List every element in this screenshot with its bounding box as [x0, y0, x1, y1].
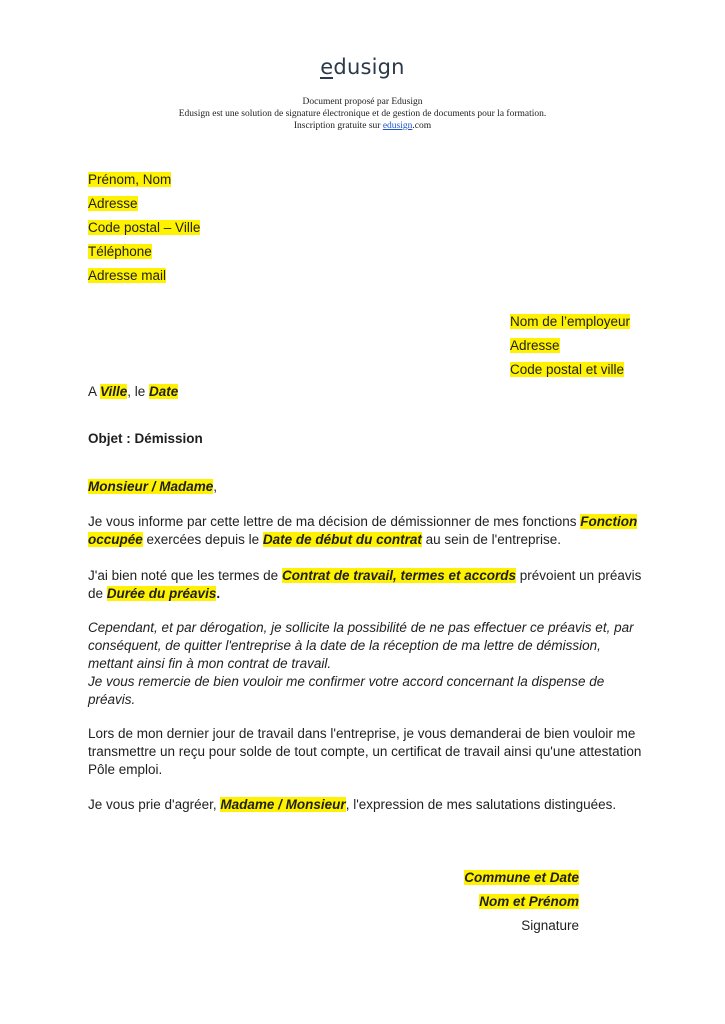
paragraph-waiver: [88, 619, 648, 709]
p1-role: Fonction occupée: [88, 514, 638, 547]
sender-address: Adresse: [88, 196, 138, 211]
p2-text-1: J'ai bien noté que les termes de: [88, 568, 282, 583]
p2-notice: Durée du préavis: [106, 586, 217, 601]
salutation-comma: ,: [213, 479, 218, 494]
letter-date: Date: [149, 384, 179, 399]
paragraph-documents: Lors de mon dernier jour de travail dans l'entreprise, je vous demanderai de bien vouloir me transmettre un reçu pour solde de tout compte, un certificat de travail ainsi qu'une attestation Pôle emploi.: [88, 726, 642, 777]
intro-block: [0, 96, 725, 132]
recipient-postal-city: Code postal et ville: [510, 362, 625, 377]
intro-line-3-prefix: Inscription gratuite sur: [293, 121, 383, 131]
paragraph-resignation: [88, 513, 648, 549]
place-date-prefix: A: [88, 384, 101, 399]
closing-title: Madame / Monsieur: [220, 797, 346, 812]
p1-start-date: Date de début du contrat: [262, 532, 422, 547]
intro-line-1: Document proposé par Edusign: [302, 97, 423, 107]
paragraph-notice: [88, 567, 648, 603]
p2-text-3: .: [216, 586, 221, 601]
p3-line-2: Je vous remercie de bien vouloir me confirmer votre accord concernant la dispense de préavis.: [88, 674, 605, 707]
signature-name: Nom et Prénom: [479, 894, 579, 909]
logo-text: dusign: [333, 55, 405, 79]
p1-text-2: exercées depuis le: [142, 532, 263, 547]
signature-block: [464, 866, 579, 938]
sender-email: Adresse mail: [88, 268, 167, 283]
closing-text-1: Je vous prie d'agréer,: [88, 797, 221, 812]
signature-place-date: Commune et Date: [464, 870, 579, 885]
p2-contract: Contrat de travail, termes et accords: [281, 568, 517, 583]
recipient-employer: Nom de l’employeur: [510, 314, 631, 329]
sender-name: Prénom, Nom: [88, 172, 172, 187]
p1-text-1: Je vous informe par cette lettre de ma décision de démissionner de mes fonctions: [88, 514, 581, 529]
signature-label: Signature: [521, 918, 579, 933]
p3-line-1: Cependant, et par dérogation, je sollicite la possibilité de ne pas effectuer ce préavis et, par conséquent, de quitter l'entreprise à la date de la réception de ma lettre de démission, mettant ainsi fin à mon contrat de travail.: [88, 620, 634, 671]
closing-line: [88, 796, 648, 814]
edusign-link[interactable]: edusign: [382, 121, 413, 131]
closing-text-2: , l'expression de mes salutations distinguées.: [345, 797, 617, 812]
salutation-title: Monsieur / Madame: [88, 479, 214, 494]
intro-line-2: Edusign est une solution de signature électronique et de gestion de documents pour la formation.: [178, 109, 547, 119]
subject-line: Objet : Démission: [88, 431, 203, 446]
p1-text-3: au sein de l'entreprise.: [421, 532, 562, 547]
intro-line-3-suffix: .com: [412, 121, 432, 131]
recipient-block: [510, 310, 630, 382]
intro-line-3: [0, 120, 725, 132]
sender-block: [88, 168, 200, 288]
place-date-line: [88, 383, 178, 401]
edusign-logo: [0, 55, 725, 79]
place-date-middle: , le: [127, 384, 150, 399]
salutation: [88, 478, 217, 496]
recipient-address: Adresse: [510, 338, 560, 353]
logo-underlined-letter: e: [320, 55, 334, 79]
place-city: Ville: [100, 384, 128, 399]
sender-postal-city: Code postal – Ville: [88, 220, 201, 235]
p2-text-2: prévoient un préavis de: [88, 568, 642, 601]
sender-phone: Téléphone: [88, 244, 152, 259]
